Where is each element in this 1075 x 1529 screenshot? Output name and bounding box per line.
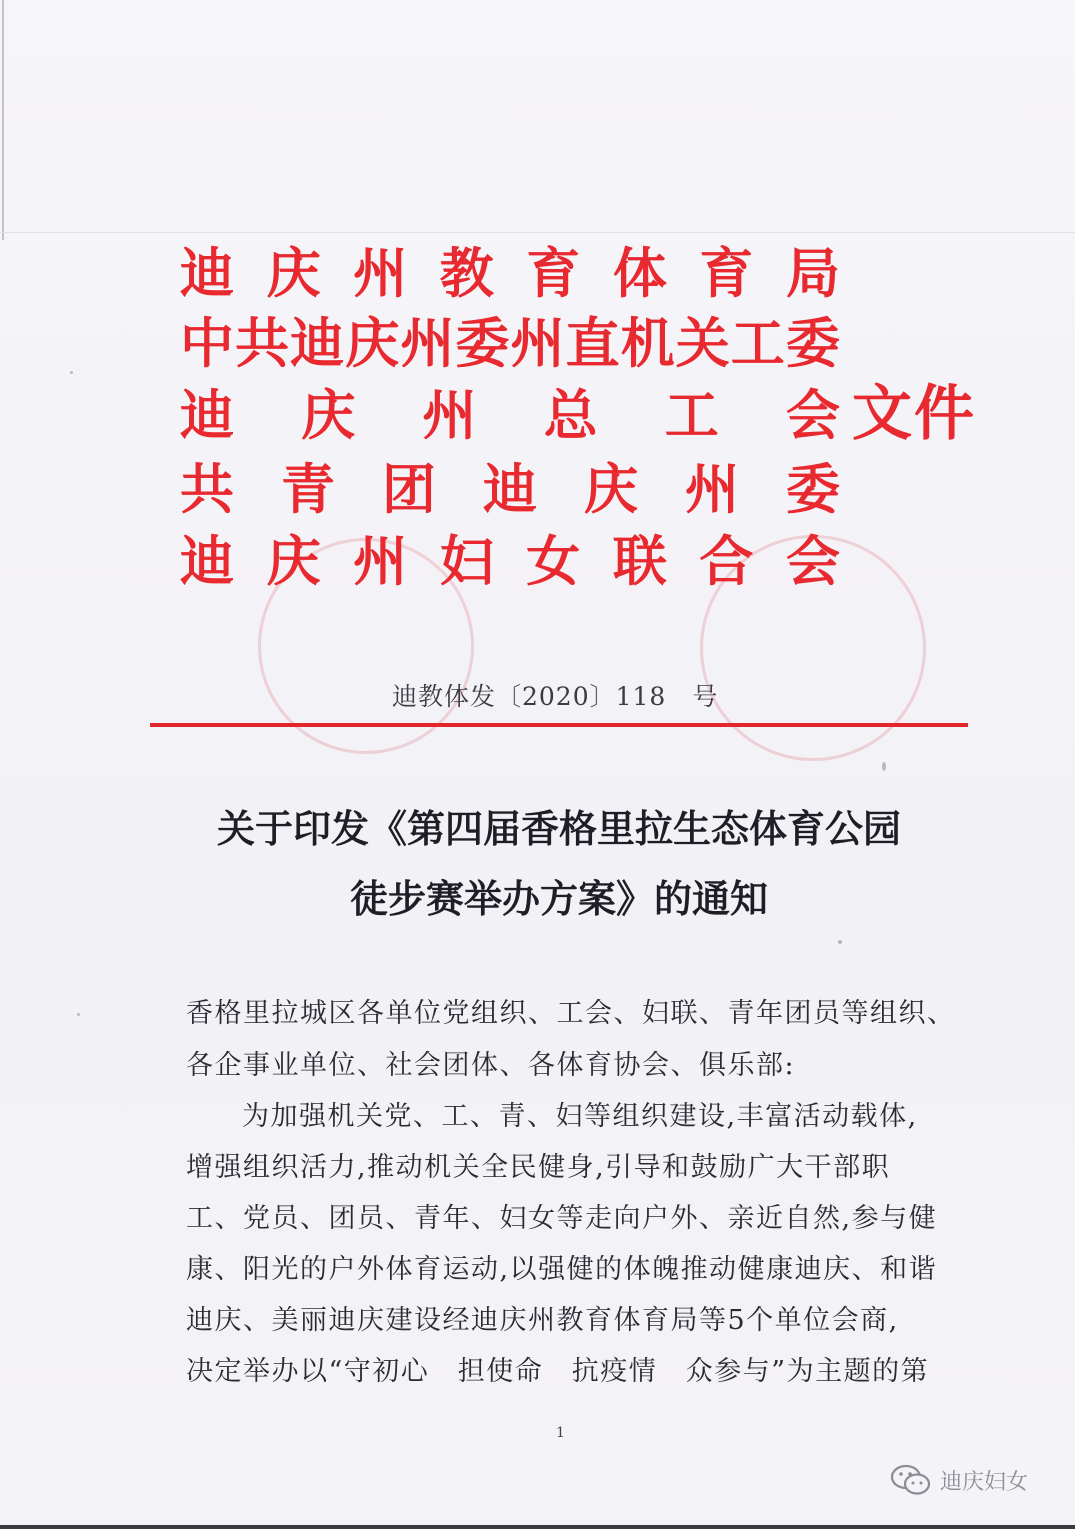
scan-left-edge bbox=[2, 0, 4, 240]
issuer-character: 育 bbox=[526, 242, 581, 305]
issuer-character: 委 bbox=[785, 312, 840, 375]
issuer-character: 机 bbox=[620, 312, 675, 375]
issuer-character: 迪 bbox=[290, 312, 345, 375]
issuer-character: 庆 bbox=[266, 530, 321, 593]
issuer-character: 联 bbox=[612, 530, 667, 593]
notice-title-line-2: 徒步赛举办方案》的通知 bbox=[349, 876, 768, 921]
issuer-character: 州 bbox=[400, 312, 455, 375]
scan-speck bbox=[77, 1013, 80, 1016]
issuer-character: 庆 bbox=[584, 458, 638, 521]
issuer-character: 迪 bbox=[180, 384, 234, 447]
issuer-character: 妇 bbox=[439, 530, 494, 593]
body-line: 康、阳光的户外体育运动,以强健的体魄推动健康迪庆、和谐 bbox=[186, 1254, 938, 1285]
page-number: 1 bbox=[556, 1425, 565, 1441]
issuer-character: 共 bbox=[180, 458, 234, 521]
issuer-character: 庆 bbox=[266, 242, 321, 305]
issuer-character: 共 bbox=[235, 312, 290, 375]
body-line: 工、党员、团员、青年、妇女等走向户外、亲近自然,参与健 bbox=[186, 1203, 938, 1234]
issuer-character: 团 bbox=[382, 458, 436, 521]
scan-speck bbox=[70, 371, 73, 374]
issuer-womens-federation bbox=[180, 526, 840, 598]
scan-speck bbox=[838, 940, 842, 944]
issuer-character: 青 bbox=[281, 458, 335, 521]
issuer-character: 女 bbox=[526, 530, 581, 593]
document-suffix: 文件 bbox=[852, 379, 976, 449]
issuer-character: 直 bbox=[565, 312, 620, 375]
document-number: 迪教体发〔2020〕118 号 bbox=[392, 682, 719, 711]
account-watermark bbox=[890, 1463, 1028, 1497]
issuer-character: 教 bbox=[439, 242, 494, 305]
scan-bottom-edge bbox=[0, 1525, 1075, 1529]
issuer-character: 州 bbox=[510, 312, 565, 375]
notice-title-line-1: 关于印发《第四届香格里拉生态体育公园 bbox=[216, 806, 901, 851]
issuer-character: 会 bbox=[785, 384, 840, 447]
issuer-character: 工 bbox=[730, 312, 785, 375]
issuer-character: 合 bbox=[699, 530, 754, 593]
issuer-character: 总 bbox=[543, 384, 598, 447]
scan-fold-line bbox=[0, 232, 1075, 233]
body-line: 各企事业单位、社会团体、各体育协会、俱乐部: bbox=[186, 1050, 796, 1081]
body-line: 决定举办以“守初心 担使命 抗疫情 众参与”为主题的第 bbox=[186, 1356, 930, 1387]
issuer-character: 委 bbox=[786, 458, 840, 521]
body-line: 迪庆、美丽迪庆建设经迪庆州教育体育局等5个单位会商, bbox=[186, 1305, 899, 1336]
issuer-character: 中 bbox=[180, 312, 234, 375]
issuer-character: 会 bbox=[785, 530, 840, 593]
issuer-character: 州 bbox=[353, 530, 408, 593]
body-line: 增强组织活力,推动机关全民健身,引导和鼓励广大干部职 bbox=[186, 1152, 891, 1183]
issuer-character: 州 bbox=[353, 242, 408, 305]
issuer-character: 迪 bbox=[483, 458, 537, 521]
issuer-character: 体 bbox=[612, 242, 667, 305]
issuer-character: 局 bbox=[785, 242, 840, 305]
issuer-character: 迪 bbox=[180, 242, 234, 305]
issuer-character: 育 bbox=[699, 242, 754, 305]
issuer-character: 迪 bbox=[180, 530, 234, 593]
red-rule bbox=[150, 723, 968, 727]
issuer-trade-union bbox=[180, 380, 840, 452]
issuer-character: 州 bbox=[685, 458, 739, 521]
issuer-education-bureau bbox=[180, 238, 840, 310]
watermark-text: 迪庆妇女 bbox=[940, 1469, 1029, 1495]
body-line: 香格里拉城区各单位党组织、工会、妇联、青年团员等组织、 bbox=[186, 998, 956, 1029]
issuer-character: 工 bbox=[664, 384, 719, 447]
issuer-character: 庆 bbox=[345, 312, 400, 375]
issuer-character: 庆 bbox=[301, 384, 356, 447]
body-line: 为加强机关党、工、青、妇等组织建设,丰富活动载体, bbox=[242, 1101, 918, 1132]
issuer-character: 州 bbox=[422, 384, 477, 447]
issuer-youth-league bbox=[180, 454, 840, 526]
issuer-character: 委 bbox=[455, 312, 510, 375]
issuer-party-working-committee bbox=[180, 308, 840, 380]
issuer-character: 关 bbox=[675, 312, 730, 375]
scan-speck bbox=[882, 762, 886, 771]
wechat-icon bbox=[890, 1463, 932, 1497]
